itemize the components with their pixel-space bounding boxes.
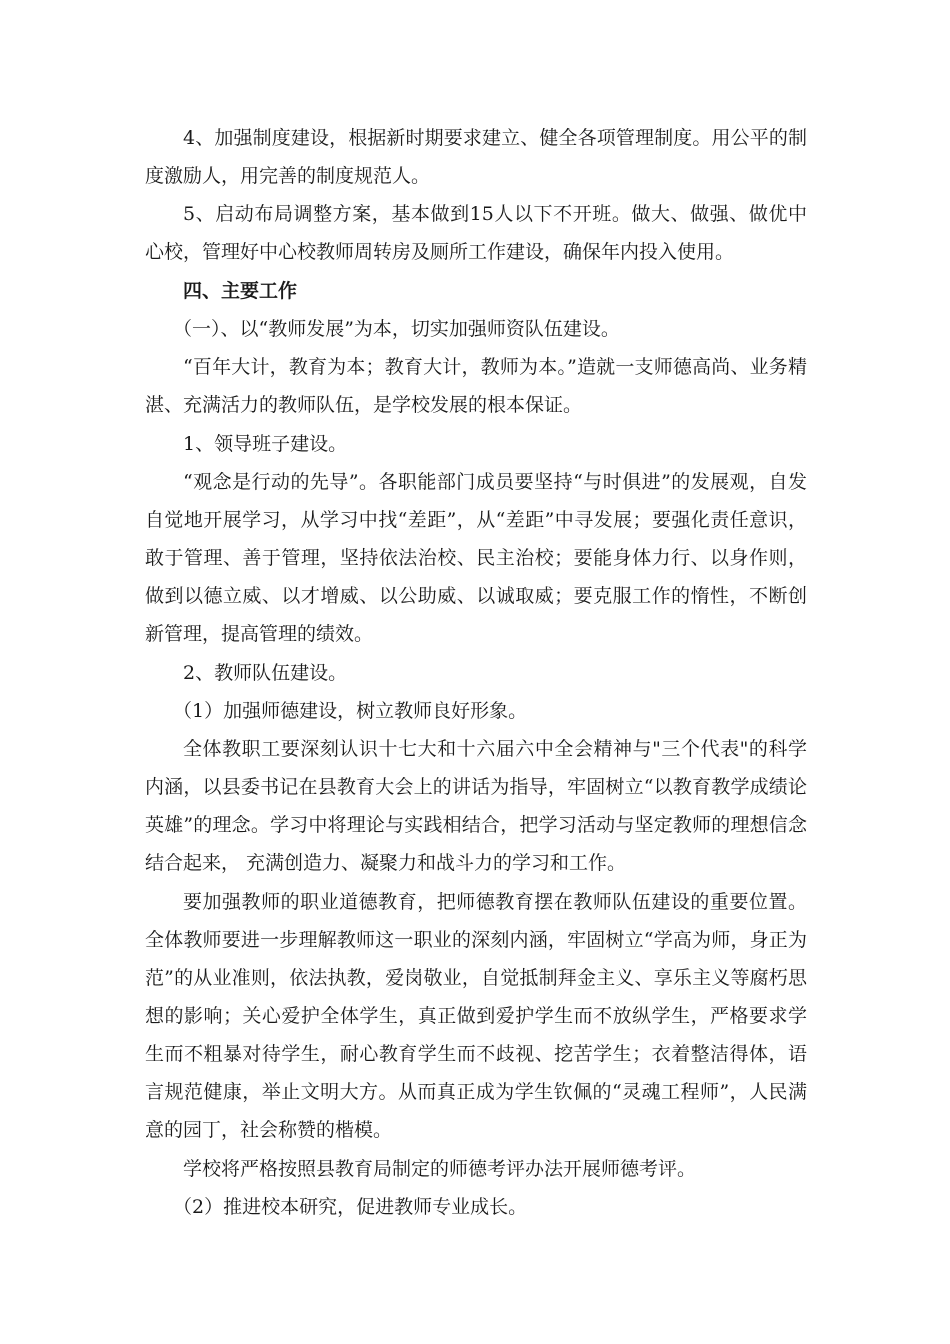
- item-teacher-team-building: 2、教师队伍建设。: [183, 662, 348, 684]
- paragraph-education-plan: “百年大计，教育为本；教育大计，教师为本。”造就一支师德高尚、业务精湛、充满活力的教师队伍，是学校发展的根本保证。: [145, 356, 807, 416]
- subitem-school-research: （2）推进校本研究，促进教师专业成长。: [173, 1196, 528, 1218]
- section-heading-main-work: 四、主要工作: [183, 280, 298, 302]
- paragraph-system-building: 4、加强制度建设，根据新时期要求建立、健全各项管理制度。用公平的制度激励人，用完善的制度规范人。: [145, 127, 807, 187]
- paragraph-ethics-evaluation: 学校将严格按照县教育局制定的师德考评办法开展师德考评。: [183, 1158, 697, 1180]
- paragraph-professional-ethics: 要加强教师的职业道德教育，把师德教育摆在教师队伍建设的重要位置。全体教师要进一步理解教师这一职业的深刻内涵，牢固树立“学高为师，身正为范”的从业准则，依法执教，爱岗敬业，自觉抵制拜金主义、享乐主义等腐朽思想的影响；关心爱护全体学生，真正做到爱护学生而不放纵学生，严格要求学生而不粗暴对待学生，耐心教育学生而不歧视、挖苦学生；衣着整洁得体，语言规范健康，举止文明大方。从而真正成为学生钦佩的“灵魂工程师”，人民满意的园丁，社会称赞的楷模。: [145, 891, 807, 1141]
- subheading-teacher-development: （一）、以“教师发展”为本，切实加强师资队伍建设。: [173, 318, 620, 340]
- item-leadership-building: 1、领导班子建设。: [183, 433, 348, 455]
- paragraph-leadership-detail: “观念是行动的先导”。各职能部门成员要坚持“与时俱进”的发展观，自发自觉地开展学习，从学习中找“差距”，从“差距”中寻发展；要强化责任意识，敢于管理、善于管理，坚持依法治校、民主治校；要能身体力行、以身作则，做到以德立威、以才增威、以公助威、以诚取威；要克服工作的惰性，不断创新管理，提高管理的绩效。: [145, 471, 807, 645]
- subitem-ethics-building: （1）加强师德建设，树立教师良好形象。: [173, 700, 528, 722]
- paragraph-layout-adjustment: 5、启动布局调整方案，基本做到15人以下不开班。做大、做强、做优中心校，管理好中心校教师周转房及厕所工作建设，确保年内投入使用。: [145, 203, 807, 263]
- paragraph-staff-study: 全体教职工要深刻认识十七大和十六届六中全会精神与"三个代表"的科学内涵，以县委书记在县教育大会上的讲话为指导，牢固树立“以教育教学成绩论英雄”的理念。学习中将理论与实践相结合，把学习活动与坚定教师的理想信念结合起来， 充满创造力、凝聚力和战斗力的学习和工作。: [145, 738, 807, 874]
